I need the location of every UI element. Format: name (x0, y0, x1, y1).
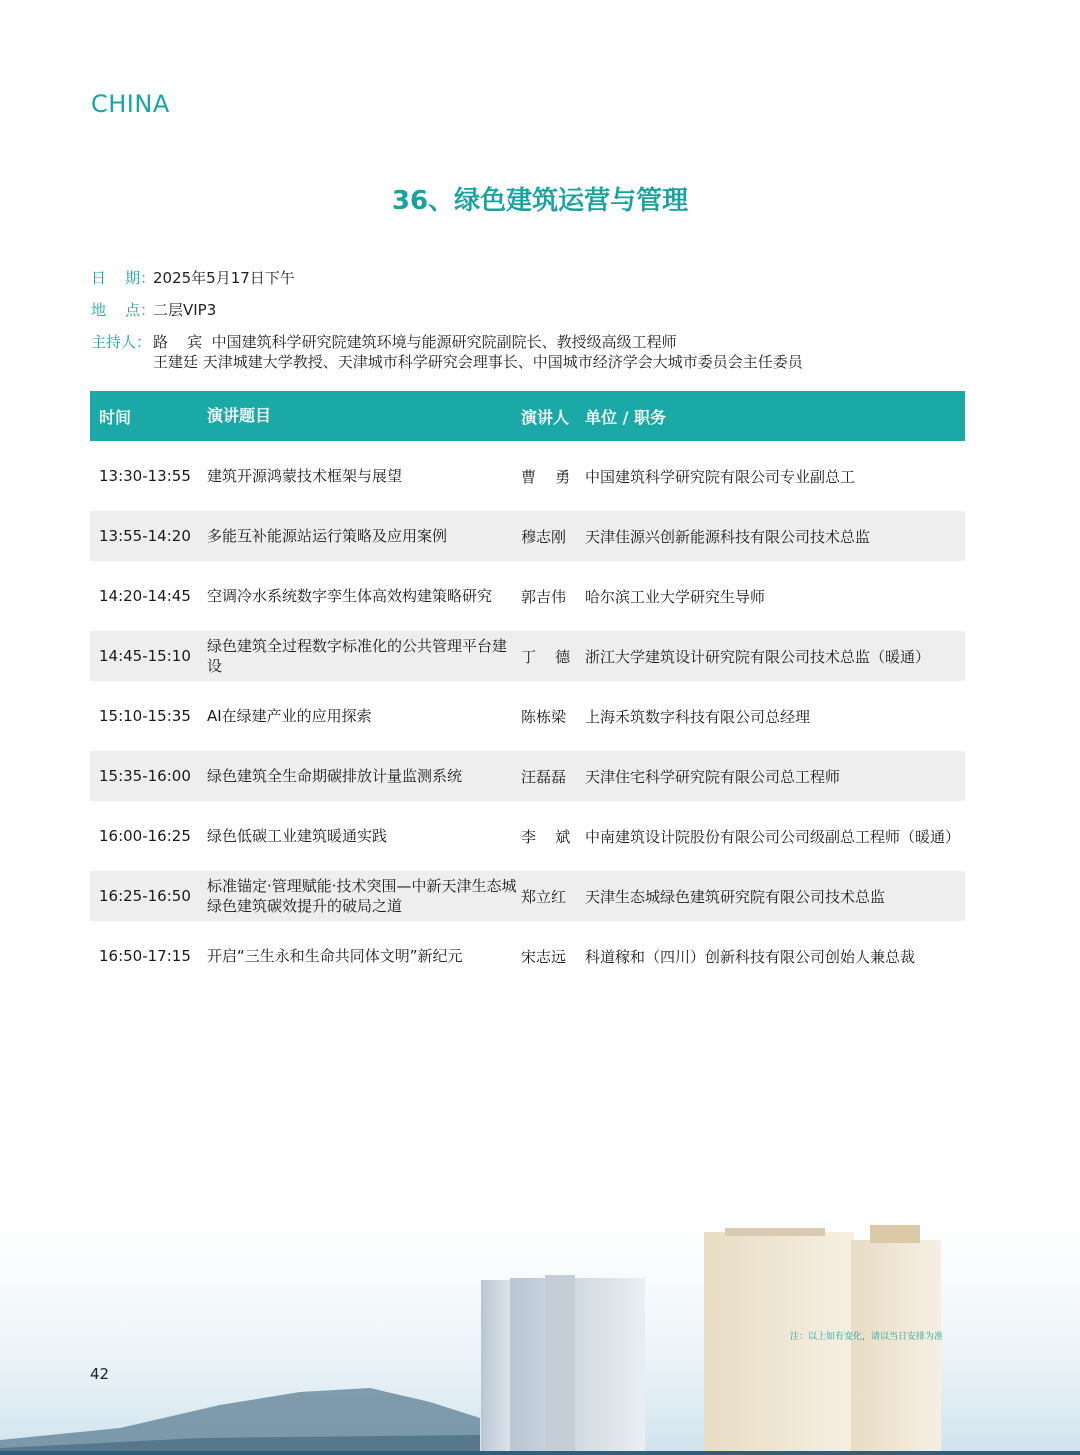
header-speaker: 演讲人 (521, 407, 570, 427)
row-org: 天津佳源兴创新能源科技有限公司技术总监 (585, 527, 871, 546)
row-topic: 开启“三生永和生命共同体文明”新纪元 (207, 947, 463, 965)
row-org: 科道稼和（四川）创新科技有限公司创始人兼总裁 (585, 947, 916, 966)
place-row (91, 300, 803, 320)
row-time: 13:55-14:20 (99, 527, 191, 545)
header-topic: 演讲题目 (207, 406, 272, 425)
session-info (91, 268, 803, 384)
row-topic: 绿色建筑全生命期碳排放计量监测系统 (207, 767, 463, 785)
city-skyline-illustration (0, 1170, 1080, 1455)
table-row (90, 871, 965, 921)
row-speaker: 穆志刚 (521, 527, 567, 546)
row-time: 16:25-16:50 (99, 887, 191, 905)
table-row (90, 511, 965, 561)
row-org: 哈尔滨工业大学研究生导师 (585, 587, 766, 606)
date-row (91, 268, 803, 288)
row-speaker: 曹 勇 (521, 467, 571, 486)
row-org: 天津住宅科学研究院有限公司总工程师 (585, 767, 841, 786)
row-topic: 多能互补能源站运行策略及应用案例 (207, 527, 448, 545)
row-org: 天津生态城绿色建筑研究院有限公司技术总监 (585, 887, 886, 906)
host-item: 路 宾 中国建筑科学研究院建筑环境与能源研究院副院长、教授级高级工程师 (153, 333, 677, 351)
row-time: 16:50-17:15 (99, 947, 191, 965)
row-org: 浙江大学建筑设计研究院有限公司技术总监（暖通） (585, 647, 931, 666)
table-row (90, 451, 965, 501)
row-topic: 绿色低碳工业建筑暖通实践 (207, 827, 388, 845)
table-row (90, 631, 965, 681)
place-label: 地 点： (91, 301, 156, 319)
row-time: 14:20-14:45 (99, 587, 191, 605)
table-row (90, 811, 965, 861)
header-time: 时间 (99, 407, 132, 427)
row-speaker: 郑立红 (521, 887, 567, 906)
row-org: 上海禾筑数字科技有限公司总经理 (585, 707, 811, 726)
row-speaker: 丁 德 (521, 647, 571, 666)
host-item: 王建廷 天津城建大学教授、天津城市科学研究会理事长、中国城市经济学会大城市委员会主任委员 (153, 353, 803, 371)
row-speaker: 汪磊磊 (521, 767, 567, 786)
row-topic: 建筑开源鸿蒙技术框架与展望 (207, 467, 403, 485)
host-row (91, 332, 803, 372)
row-time: 15:10-15:35 (99, 707, 191, 725)
row-topic: 空调冷水系统数字孪生体高效构建策略研究 (207, 587, 493, 605)
brand-label: CHINA (91, 90, 170, 118)
row-speaker: 李 斌 (521, 827, 571, 846)
session-title: 36、绿色建筑运营与管理 (391, 186, 689, 216)
row-time: 14:45-15:10 (99, 647, 191, 665)
host-list (153, 332, 803, 372)
row-speaker: 陈栋梁 (521, 707, 567, 726)
row-speaker: 宋志远 (521, 947, 567, 966)
table-row (90, 931, 965, 981)
row-time: 13:30-13:55 (99, 467, 191, 485)
place-value: 二层VIP3 (153, 301, 217, 319)
table-row (90, 751, 965, 801)
row-time: 15:35-16:00 (99, 767, 191, 785)
row-topic: AI在绿建产业的应用探索 (207, 707, 372, 725)
table-row (90, 691, 965, 741)
footnote: 注：以上如有变化，请以当日安排为准 (790, 1332, 944, 1342)
date-value: 2025年5月17日下午 (153, 269, 295, 287)
header-org: 单位 / 职务 (585, 407, 666, 427)
row-topic: 绿色建筑全过程数字标准化的公共管理平台建设 (207, 637, 508, 675)
page-number: 42 (90, 1365, 110, 1383)
row-time: 16:00-16:25 (99, 827, 191, 845)
table-row (90, 571, 965, 621)
table-header (90, 391, 965, 441)
date-label: 日 期： (91, 269, 156, 287)
row-org: 中南建筑设计院股份有限公司公司级副总工程师（暖通） (585, 827, 961, 846)
row-speaker: 郭吉伟 (521, 587, 567, 606)
row-org: 中国建筑科学研究院有限公司专业副总工 (585, 467, 856, 486)
host-label: 主持人： (91, 333, 152, 351)
schedule-table (90, 391, 965, 981)
row-topic: 标准锚定·管理赋能·技术突围—中新天津生态城绿色建筑碳效提升的破局之道 (207, 877, 517, 915)
